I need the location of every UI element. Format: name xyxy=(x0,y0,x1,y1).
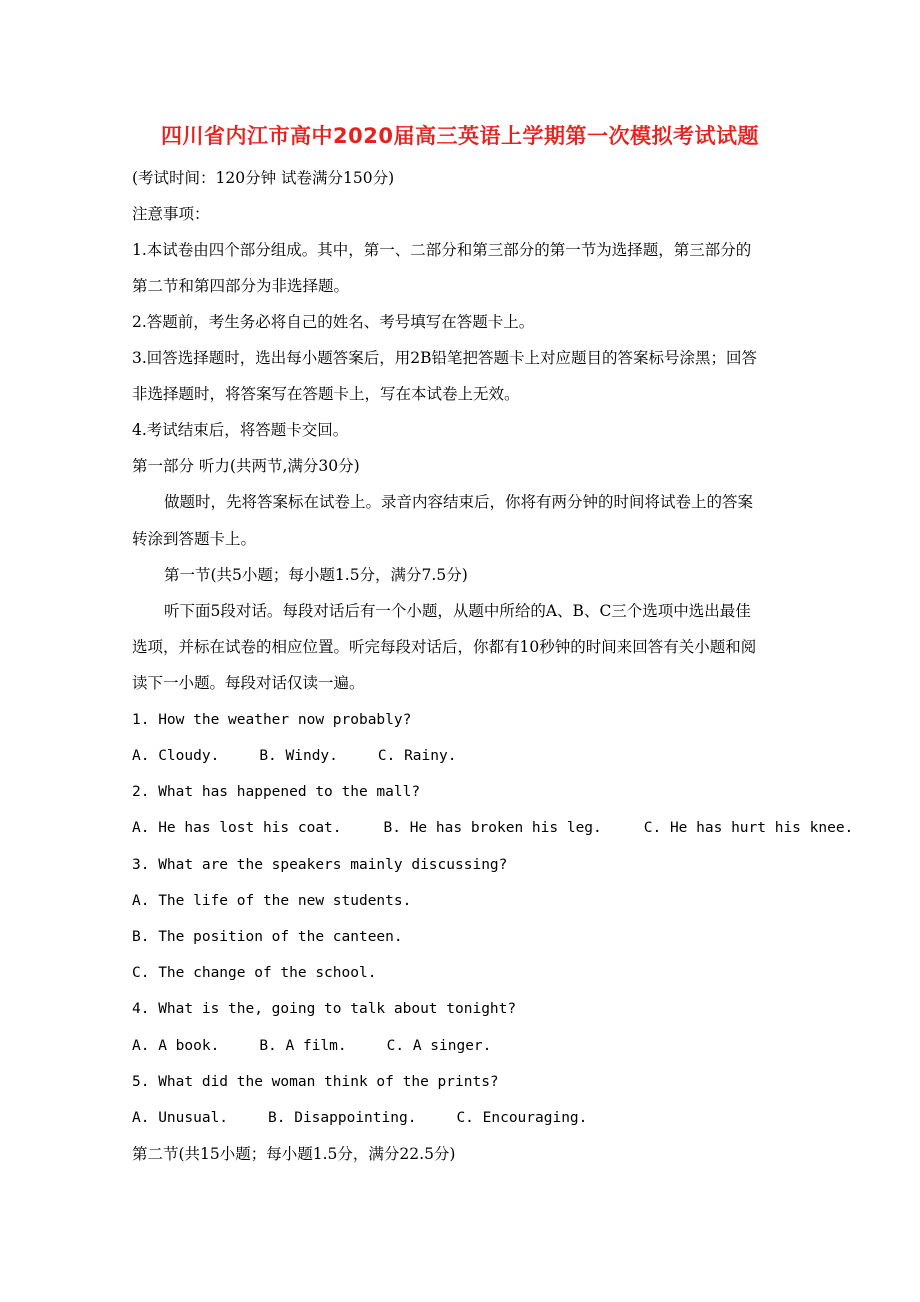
option-b: B. A film. xyxy=(259,1038,347,1054)
question-stem: 5. What did the woman think of the prints? xyxy=(132,1074,499,1090)
option-a: A. The life of the new students. xyxy=(132,893,412,909)
notice-item-3a: 3.回答选择题时，选出每小题答案后，用2B铅笔把答题卡上对应题目的答案标号涂黑；回答 xyxy=(132,349,758,367)
option-a: A. Unusual. xyxy=(132,1110,229,1126)
section1-instruction-a: 听下面5段对话。每段对话后有一个小题，从题中所给的A、B、C三个选项中选出最佳 xyxy=(164,602,751,620)
option-c: C. He has hurt his knee. xyxy=(643,820,854,836)
notice-item-4: 4.考试结束后，将答题卡交回。 xyxy=(132,421,349,439)
part1-instruction-b: 转涂到答题卡上。 xyxy=(132,530,257,548)
option-c: C. A singer. xyxy=(386,1038,492,1054)
question-options xyxy=(132,818,853,838)
document-title: 四川省内江市高中2020届高三英语上学期第一次模拟考试试题 xyxy=(161,124,759,148)
question-stem: 2. What has happened to the mall? xyxy=(132,784,421,800)
part1-heading: 第一部分 听力(共两节,满分30分) xyxy=(132,457,360,475)
section1-instruction-c: 读下一小题。每段对话仅读一遍。 xyxy=(132,674,365,692)
exam-info: (考试时间：120分钟 试卷满分150分) xyxy=(132,169,395,187)
question-stem: 4. What is the, going to talk about tonight? xyxy=(132,1001,517,1017)
option-b: B. Windy. xyxy=(259,748,338,764)
question-options xyxy=(132,1036,491,1056)
notice-item-3b: 非选择题时，将答案写在答题卡上，写在本试卷上无效。 xyxy=(132,385,520,403)
notice-item-1b: 第二节和第四部分为非选择题。 xyxy=(132,277,350,295)
option-a: A. Cloudy. xyxy=(132,748,220,764)
part1-instruction-a: 做题时，先将答案标在试卷上。录音内容结束后，你将有两分钟的时间将试卷上的答案 xyxy=(164,493,754,511)
notice-heading: 注意事项： xyxy=(132,205,210,223)
option-c: C. Rainy. xyxy=(377,748,457,764)
notice-item-2: 2.答题前，考生务必将自己的姓名、考号填写在答题卡上。 xyxy=(132,313,535,331)
question-options xyxy=(132,1108,587,1128)
section2-heading: 第二节(共15小题；每小题1.5分，满分22.5分) xyxy=(132,1145,456,1163)
section1-instruction-b: 选项，并标在试卷的相应位置。听完每段对话后，你都有10秒钟的时间来回答有关小题和阅 xyxy=(132,638,757,656)
option-b: B. He has broken his leg. xyxy=(383,820,602,836)
notice-item-1a: 1.本试卷由四个部分组成。其中，第一、二部分和第三部分的第一节为选择题，第三部分的 xyxy=(132,241,752,259)
option-c: C. Encouraging. xyxy=(456,1110,588,1126)
question-stem: 1. How the weather now probably? xyxy=(132,712,412,728)
question-stem: 3. What are the speakers mainly discussing? xyxy=(132,857,508,873)
option-c: C. The change of the school. xyxy=(132,965,377,981)
option-b: B. The position of the canteen. xyxy=(132,929,403,945)
section1-heading: 第一节(共5小题；每小题1.5分，满分7.5分) xyxy=(164,566,468,584)
question-options xyxy=(132,746,456,766)
option-b: B. Disappointing. xyxy=(268,1110,417,1126)
option-a: A. A book. xyxy=(132,1038,220,1054)
option-a: A. He has lost his coat. xyxy=(132,820,342,836)
